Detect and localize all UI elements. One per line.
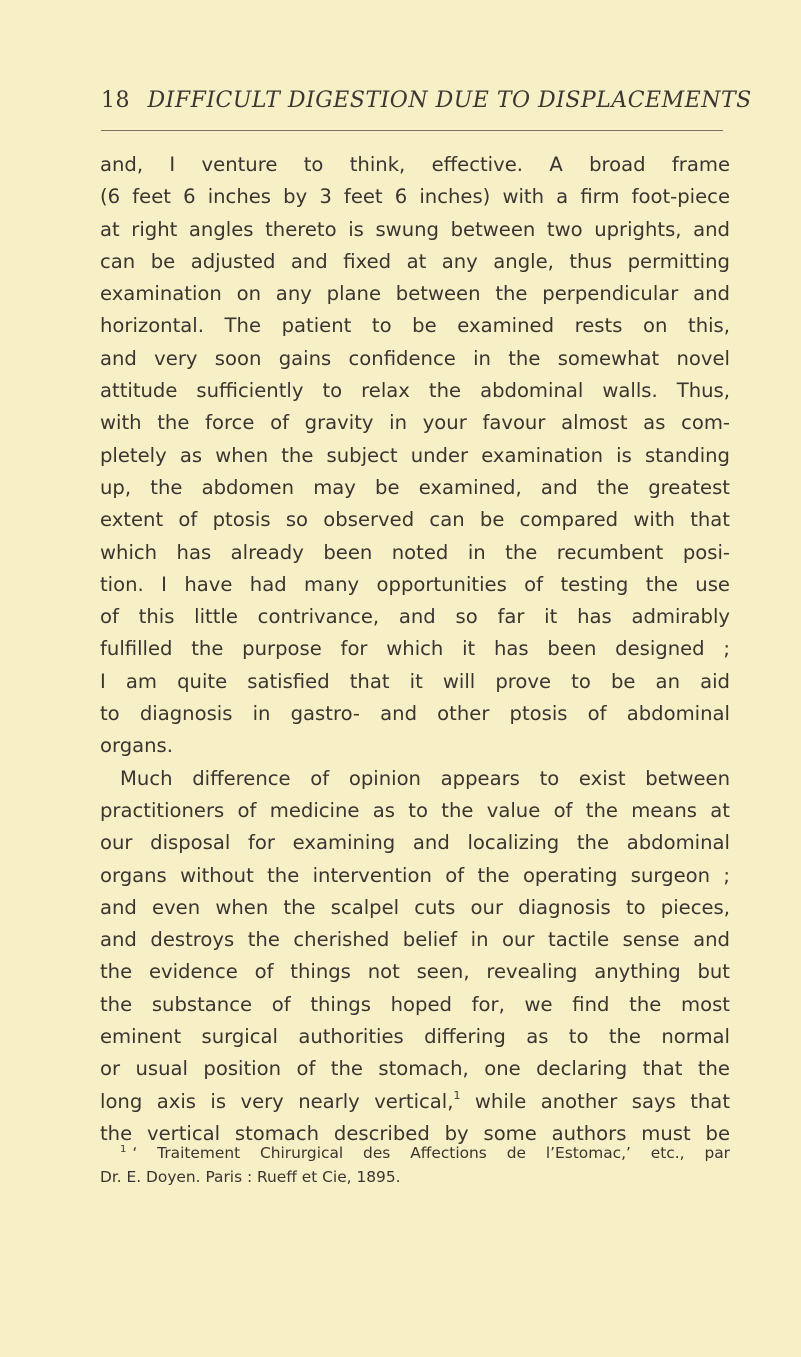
text-line: eminent surgical authorities differing as to the normal <box>100 1025 730 1049</box>
text-line: or usual position of the stomach, one declaring that the <box>100 1057 730 1081</box>
text-line-paragraph-end: organs. <box>100 734 173 758</box>
text-line: the vertical stomach described by some authors must be <box>100 1121 730 1145</box>
text-line: fulfilled the purpose for which it has been designed ; <box>100 637 730 661</box>
text-line: of this little contrivance, and so far it has admirably <box>100 605 730 629</box>
text-line-with-footnote-ref <box>100 1086 730 1118</box>
footnote <box>100 1141 730 1189</box>
text-line: and very soon gains confidence in the somewhat novel <box>100 346 730 370</box>
text-line: attitude sufficiently to relax the abdominal walls. Thus, <box>100 379 730 403</box>
footnote-text: ‘ Traitement Chirurgical des Affections de l’Estomac,’ etc., par <box>132 1144 730 1162</box>
running-header <box>101 88 752 128</box>
footnote-mark: 1 <box>120 1144 127 1155</box>
footnote-line <box>100 1141 730 1165</box>
page-number: 18 <box>101 88 130 113</box>
text-line: the substance of things hoped for, we find the most <box>100 992 730 1016</box>
text-line: which has already been noted in the recumbent posi- <box>100 540 730 564</box>
footnote-line: Dr. E. Doyen. Paris : Rueff et Cie, 1895. <box>100 1168 401 1186</box>
header-rule <box>101 130 723 131</box>
text-line-paragraph-start: Much difference of opinion appears to exist between <box>120 766 730 790</box>
text-line: with the force of gravity in your favour almost as com- <box>100 411 730 435</box>
body-text <box>100 149 730 1150</box>
text-line: the evidence of things not seen, revealing anything but <box>100 960 730 984</box>
text-line: can be adjusted and fixed at any angle, thus permitting <box>100 249 730 273</box>
text-line: our disposal for examining and localizing the abdominal <box>100 831 730 855</box>
text-line: pletely as when the subject under examination is standing <box>100 443 730 467</box>
footnote-reference[interactable]: 1 <box>453 1088 461 1102</box>
text-line: organs without the intervention of the operating surgeon ; <box>100 863 730 887</box>
text-line: and even when the scalpel cuts our diagnosis to pieces, <box>100 895 730 919</box>
text-line: (6 feet 6 inches by 3 feet 6 inches) with a firm foot-piece <box>100 185 730 209</box>
text-line: practitioners of medicine as to the value of the means at <box>100 798 730 822</box>
text-line: horizontal. The patient to be examined rests on this, <box>100 314 730 338</box>
text-line: I am quite satisfied that it will prove to be an aid <box>100 669 730 693</box>
text-line: at right angles thereto is swung between two uprights, and <box>100 217 730 241</box>
text-line: to diagnosis in gastro- and other ptosis of abdominal <box>100 702 730 726</box>
text-line: tion. I have had many opportunities of testing the use <box>100 572 730 596</box>
text-line: up, the abdomen may be examined, and the greatest <box>100 475 730 499</box>
text-line: examination on any plane between the perpendicular and <box>100 282 730 306</box>
text-segment: while another says that <box>460 1089 731 1113</box>
text-segment: long axis is very nearly vertical, <box>100 1089 454 1113</box>
text-line: and, I venture to think, effective. A broad frame <box>100 153 730 176</box>
text-line: extent of ptosis so observed can be compared with that <box>100 508 730 532</box>
running-title: DIFFICULT DIGESTION DUE TO DISPLACEMENTS <box>147 88 752 113</box>
text-line: and destroys the cherished belief in our tactile sense and <box>100 928 730 952</box>
